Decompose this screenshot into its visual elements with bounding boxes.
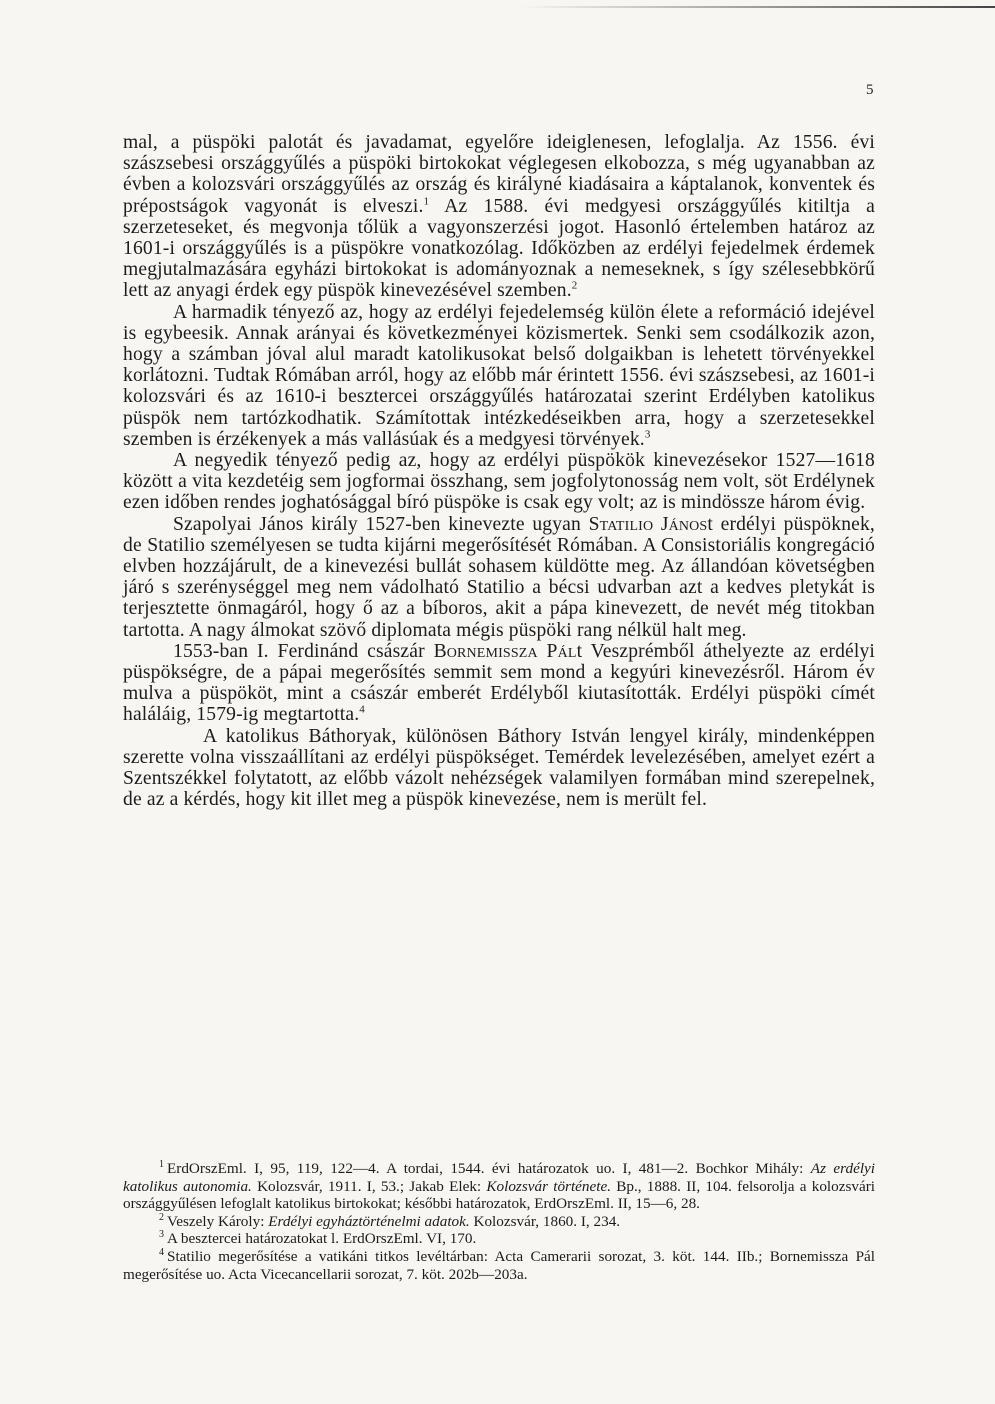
paragraph-5-text-b: t Veszprémből áthelyezte az erdélyi püspökségre, de a pápai megerősítés semmit sem mond a kegyúri kinevezésről. Három év mulva a püspököt, mint a császár emberét Erdélyből kiutasították. Erdélyi püspöki címét haláláig, 1579-ig megtartotta. [123,640,876,726]
paragraph-3 [123,450,875,514]
footnote-1 [123,1160,875,1213]
paragraph-2-text: A harmadik tényező az, hogy az erdélyi fejedelemség külön élete a reformáció idejével is egybeesik. Annak arányai és következményei közismertek. Senki sem csodálkozik azon, hogy a számban jóval alul maradt katolikusokat belső dolgaikban is lehetett törvényekkel korlátozni. Tudtak Rómában arról, hogy az előbb már érintett 1556. évi szászsebesi, az 1601-i kolozsvári és az 1610-i besztercei országgyűlés határozatai szerint Erdélyben katolikus püspök nem tartózkodhatik. Számítottak intézkedéseikben arra, hogy a szerzetesekkel szemben is érzékenyek a más vallásúak és a medgyesi törvények. [123,301,875,450]
paragraph-4-text-b: t erdélyi püspöknek, de Statilio személyesen se tudta kijárni megerősítését Rómában. A Consistoriális kongregáció elvben hozzájárult, de a kinevezési bullát sohasem küldötte meg. Az állandóan követségben járó s szerénységgel meg nem vádolható Statilio a bécsi udvarban azt a kedves pletykát is terjesztette önmagáról, hogy ő az a bíboros, akit a pápa kinevezett, de nevét még titokban tartotta. A nagy álmokat szövő diplomata mégis püspöki rang nélkül halt meg. [123,513,875,641]
paragraph-4 [123,514,875,641]
paragraph-2 [123,302,875,450]
footnote-2-number: 2 [159,1211,164,1223]
footnote-3-text: A besztercei határozatokat l. ErdOrszEml. VI, 170. [167,1230,477,1248]
footnote-2-title: Erdélyi egyháztörténelmi adatok. [268,1212,470,1230]
paragraph-6-text: A katolikus Báthoryak, különösen Báthory István lengyel király, mindenképpen szerette volna visszaállítani az erdélyi püspökséget. Temérdek levelezésében, amelyet ezért a Szentszékkel folytatott, az előbb vázolt nehézségek valamilyen formában mind szerepelnek, de az a kérdés, hogy kit illet meg a püspök kinevezése, nem is merült fel. [123,725,875,811]
footnote-ref-1: 1 [423,195,430,208]
scan-edge-line [520,6,995,8]
footnote-1-text-b: Kolozsvár, 1911. I, 53.; Jakab Elek: [251,1177,487,1195]
footnote-2-text-a: Veszely Károly: [167,1212,269,1230]
footnote-ref-3: 3 [644,428,651,441]
footnote-4-text: Statilio megerősítése a vatikáni titkos levéltárban: Acta Camerarii sorozat, 3. köt. 144. IIb.; Bornemissza Pál megerősítése uo. Acta Vicecancellarii sorozat, 7. köt. 202b—203a. [123,1247,875,1283]
footnote-1-number: 1 [159,1158,164,1170]
footnote-3 [123,1230,875,1248]
paragraph-6 [123,726,875,811]
paragraph-1 [123,132,875,302]
main-text [123,132,875,811]
paragraph-3-text: A negyedik tényező pedig az, hogy az erdélyi püspökök kinevezésekor 1527—1618 között a vita kezdetéig sem jogformai összhang, sem jogfolytonosság nem volt, söt Erdélynek ezen időben rendes joghatósággal bíró püspöke is csak egy volt; az is mindössze három évig. [123,450,875,514]
paragraph-1-text-cont: Az 1588. évi medgyesi országgyűlés kitiltja a szerzeteseket, és megvonja tőlük a vagyonszerzési jogot. Hasonló értelemben határoz az 1601-i országgyűlés is a püspökre vonatkozólag. Időközben az erdélyi fejedelmek érdemek megjutalmazására egyházi birtokokat is adományoznak a nemeseknek, s így szélesebbkörű lett az anyagi érdek egy püspök kinevezésével szemben. [123,195,875,302]
footnote-3-number: 3 [159,1229,164,1241]
footnote-1-text-c: Bp., 1888. II, 104. felsorolja a kolozsvári országgyűlésen lefoglalt katolikus birtokokat; későbbi határozatok, ErdOrszEml. II, 15—6, 28. [123,1177,875,1213]
paragraph-5 [123,641,875,726]
page-number: 5 [866,82,874,98]
footnote-2 [123,1213,875,1231]
paragraph-4-text-a: Szapolyai János király 1527-ben kinevezte ugyan [173,513,589,535]
footnote-4 [123,1248,875,1283]
person-name-bornemissza: Bornemissza Pál [433,640,577,662]
footnote-ref-2: 2 [571,279,578,292]
paragraph-5-text-a: 1553-ban I. Ferdinánd császár [173,640,434,662]
footnote-ref-4: 4 [359,703,365,716]
footnote-2-text-b: Kolozsvár, 1860. I, 234. [469,1212,621,1230]
footnote-1-title-1: Az erdélyi katolikus autonomia. [123,1160,875,1195]
footnote-1-title-2: Kolozsvár története. [486,1177,612,1195]
footnotes [123,1160,875,1283]
footnote-1-text-a: ErdOrszEml. I, 95, 119, 122—4. A tordai, 1544. évi határozatok uo. I, 481—2. Bochkor Mihály: [167,1160,811,1177]
footnote-4-number: 4 [159,1246,164,1258]
paragraph-1-text: mal, a püspöki palotát és javadamat, egyelőre ideiglenesen, lefoglalja. Az 1556. évi szászsebesi országgyűlés a püspöki birtokokat véglegesen elkobozza, s még ugyanabban az évben a kolozsvári országgyűlés az ország és királyné kiadásaira a káptalanok, konventek és prépostságok vagyonát is elveszi. [123,132,875,217]
person-name-statilio: Statilio János [588,513,708,535]
